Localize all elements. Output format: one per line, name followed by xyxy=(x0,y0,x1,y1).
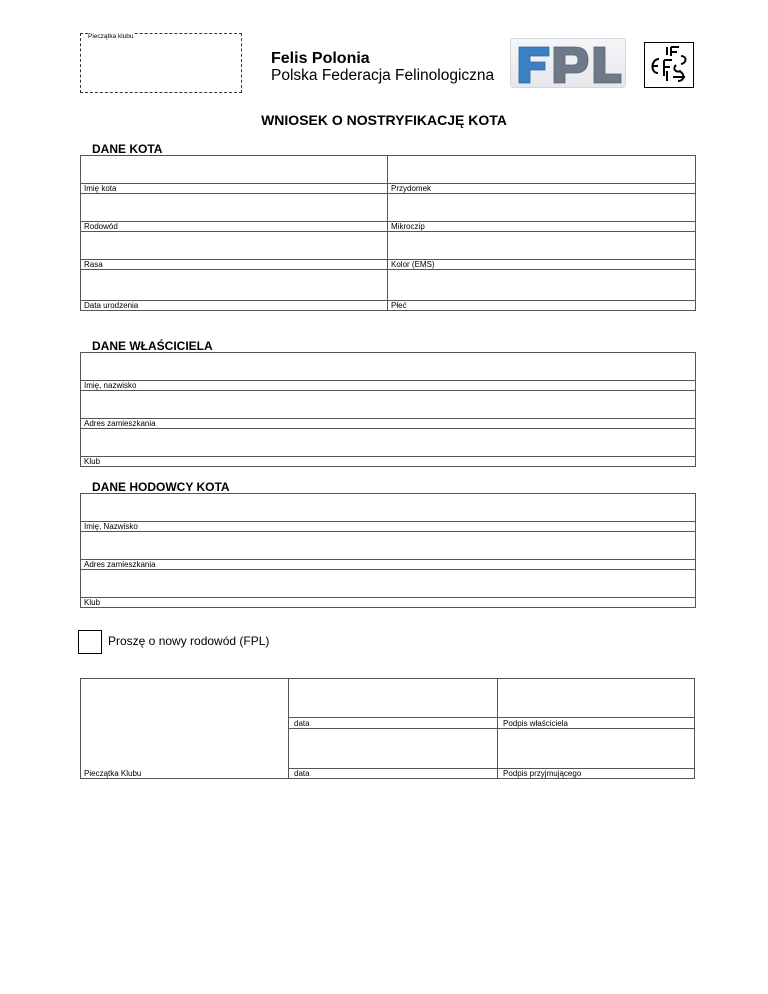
org-full-name: Polska Federacja Felinologiczna xyxy=(271,67,495,84)
signature-row-line-1 xyxy=(288,717,695,718)
breeder-club-field[interactable] xyxy=(81,570,696,598)
cat-name-label: Imię kota xyxy=(81,184,388,194)
new-pedigree-label: Proszę o nowy rodowód (FPL) xyxy=(108,634,270,648)
color-ems-label: Kolor (EMS) xyxy=(388,260,696,270)
cat-prefix-field[interactable] xyxy=(388,156,696,184)
breeder-name-field[interactable] xyxy=(81,494,696,522)
cat-data-table xyxy=(80,155,696,311)
birth-date-field[interactable] xyxy=(81,270,388,301)
date-field-2[interactable] xyxy=(288,729,497,768)
owner-club-label: Klub xyxy=(81,457,696,467)
breeder-address-label: Adres zamieszkania xyxy=(81,560,696,570)
fife-logo xyxy=(644,42,694,88)
sex-label: Płeć xyxy=(388,301,696,311)
club-stamp-label: Pieczątka klubu xyxy=(88,33,134,40)
breed-field[interactable] xyxy=(81,232,388,260)
color-ems-field[interactable] xyxy=(388,232,696,260)
pedigree-label: Rodowód xyxy=(81,222,388,232)
date-label-1: data xyxy=(294,719,310,728)
owner-section-title: DANE WŁAŚCICIELA xyxy=(92,339,213,353)
owner-address-label: Adres zamieszkania xyxy=(81,419,696,429)
fpl-logo xyxy=(510,38,626,88)
org-name: Felis Polonia xyxy=(271,50,370,67)
breed-label: Rasa xyxy=(81,260,388,270)
sex-field[interactable] xyxy=(388,270,696,301)
fife-logo-graphic xyxy=(645,43,692,86)
owner-data-table xyxy=(80,352,696,467)
owner-club-field[interactable] xyxy=(81,429,696,457)
owner-address-field[interactable] xyxy=(81,391,696,419)
breeder-club-label: Klub xyxy=(81,598,696,608)
receiver-signature-field[interactable] xyxy=(497,729,695,768)
breeder-data-table xyxy=(80,493,696,608)
breeder-address-field[interactable] xyxy=(81,532,696,560)
owner-signature-label: Podpis właściciela xyxy=(503,719,568,728)
signature-row-line-3 xyxy=(288,768,695,769)
microchip-label: Mikroczip xyxy=(388,222,696,232)
birth-date-label: Data urodzenia xyxy=(81,301,388,311)
owner-signature-field[interactable] xyxy=(497,678,695,717)
club-stamp-area xyxy=(80,33,242,93)
breeder-section-title: DANE HODOWCY KOTA xyxy=(92,480,230,494)
pedigree-field[interactable] xyxy=(81,194,388,222)
club-stamp-signature-label: Pieczątka Klubu xyxy=(84,769,142,778)
cat-name-field[interactable] xyxy=(81,156,388,184)
owner-name-field[interactable] xyxy=(81,353,696,381)
fpl-logo-graphic xyxy=(511,39,627,89)
receiver-signature-label: Podpis przyjmującego xyxy=(503,769,582,778)
date-field-1[interactable] xyxy=(288,678,497,717)
new-pedigree-checkbox[interactable] xyxy=(78,630,102,654)
microchip-field[interactable] xyxy=(388,194,696,222)
cat-prefix-label: Przydomek xyxy=(388,184,696,194)
cat-section-title: DANE KOTA xyxy=(92,142,163,156)
breeder-name-label: Imię, Nazwisko xyxy=(81,522,696,532)
owner-name-label: Imię, nazwisko xyxy=(81,381,696,391)
date-label-2: data xyxy=(294,769,310,778)
form-title: WNIOSEK O NOSTRYFIKACJĘ KOTA xyxy=(261,112,507,128)
